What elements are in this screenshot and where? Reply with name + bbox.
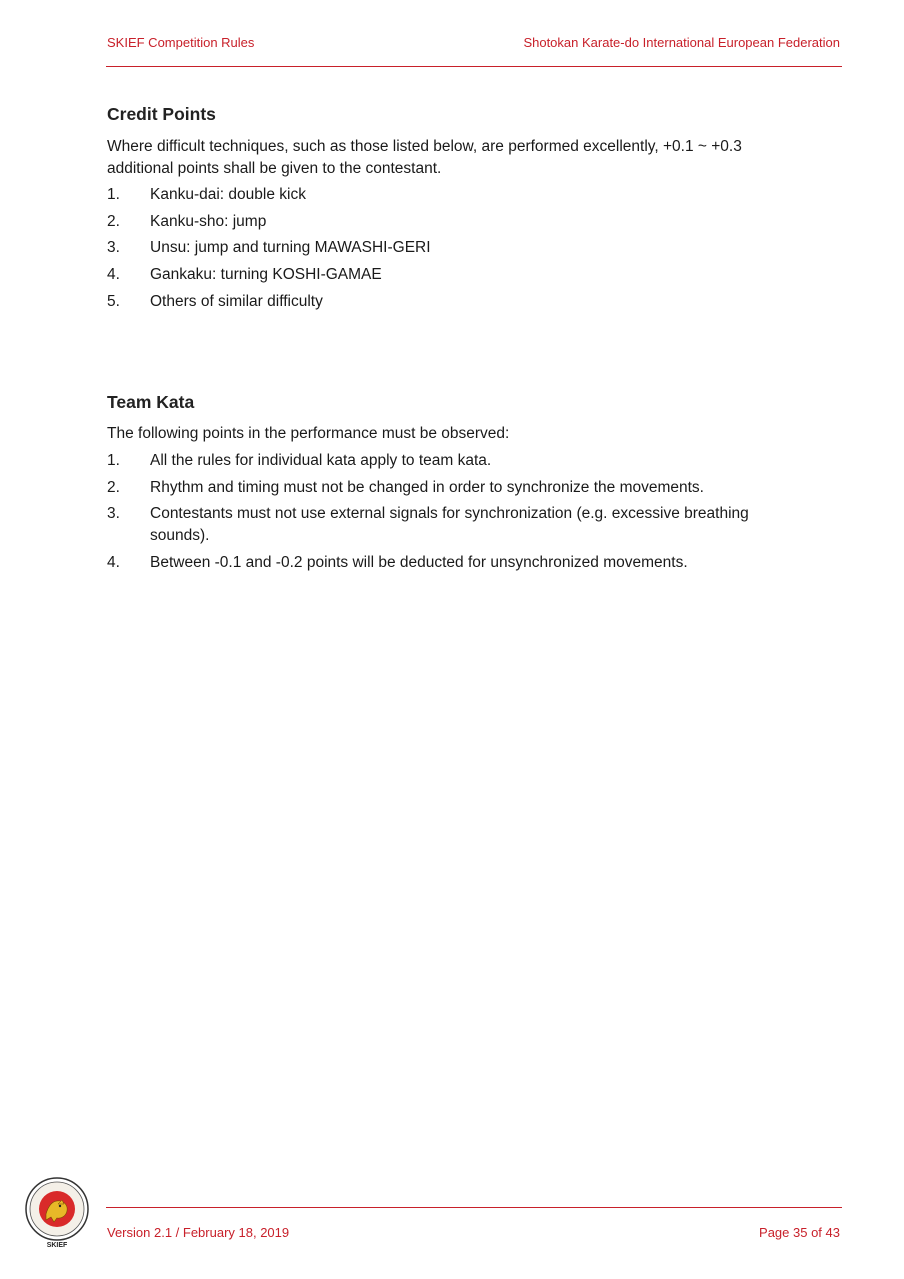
list-item-number: 1. [107, 452, 120, 469]
list-item-number: 2. [107, 212, 120, 230]
list-item [107, 291, 807, 313]
footer-page-number: Page 35 of 43 [759, 1225, 840, 1240]
list-item-text: Kanku-sho: jump [150, 212, 267, 230]
credit-points-list [107, 184, 807, 317]
team-kata-heading: Team Kata [107, 392, 195, 412]
footer-version: Version 2.1 / February 18, 2019 [107, 1225, 290, 1240]
credit-points-intro: Where difficult techniques, such as those listed below, are performed excellently, +0.1 ~ +0.3 additional points shall be given to the contestant. [107, 138, 742, 177]
list-item-text: All the rules for individual kata apply to team kata. [150, 452, 492, 469]
list-item [107, 211, 807, 233]
list-item [107, 237, 807, 259]
list-item-number: 1. [107, 186, 120, 203]
list-item [107, 184, 807, 206]
list-item-text: Between -0.1 and -0.2 points will be deducted for unsynchronized movements. [150, 553, 688, 571]
logo-caption: SKIEF [46, 1242, 68, 1249]
list-item-number: 4. [107, 266, 120, 284]
footer-divider [106, 1207, 842, 1208]
list-item-number: 5. [107, 292, 120, 310]
list-item-number: 2. [107, 478, 120, 496]
header-organization: Shotokan Karate-do International European Federation [523, 35, 840, 50]
list-item [107, 477, 807, 499]
list-item-text: Others of similar difficulty [150, 292, 323, 310]
list-item-text: Gankaku: turning KOSHI-GAMAE [150, 266, 382, 284]
list-item-number: 3. [107, 505, 120, 523]
skief-logo-icon [24, 1176, 90, 1250]
list-item-number: 4. [107, 553, 120, 571]
list-item-text: Contestants must not use external signals for synchronization (e.g. excessive breathing sounds). [150, 505, 749, 544]
list-item-text: Rhythm and timing must not be changed in order to synchronize the movements. [150, 478, 704, 496]
list-item [107, 264, 807, 286]
header-divider [106, 66, 842, 67]
list-item-text: Kanku-dai: double kick [150, 186, 306, 203]
list-item [107, 503, 807, 546]
list-item-number: 3. [107, 239, 120, 257]
team-kata-list [107, 450, 807, 578]
team-kata-intro: The following points in the performance must be observed: [107, 425, 510, 442]
header-title: SKIEF Competition Rules [107, 35, 255, 50]
list-item-text: Unsu: jump and turning MAWASHI-GERI [150, 239, 431, 257]
list-item [107, 450, 807, 472]
list-item [107, 552, 807, 574]
credit-points-heading: Credit Points [107, 104, 216, 124]
